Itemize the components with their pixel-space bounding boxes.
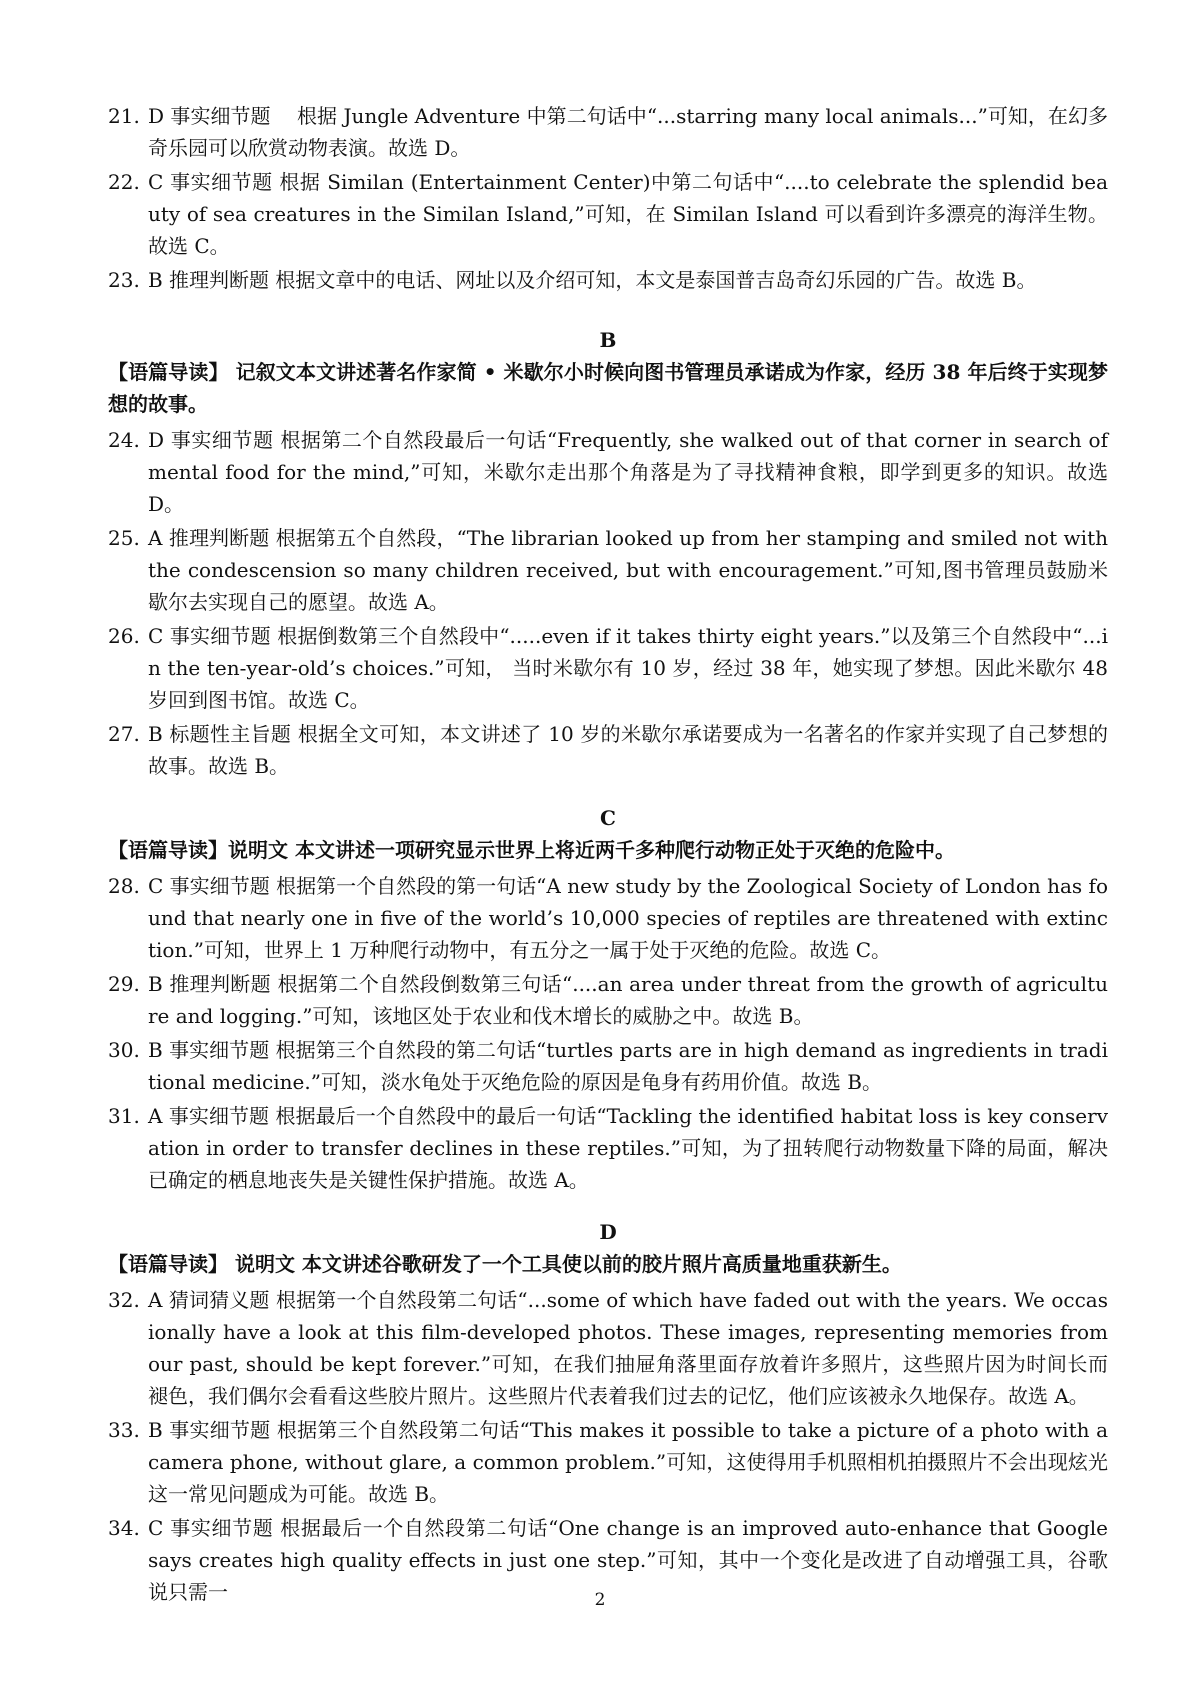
question-number: 30. <box>108 1038 140 1062</box>
answer-item <box>108 1034 1108 1098</box>
answer-item <box>108 100 1108 164</box>
passage-intro: 【语篇导读】说明文 本文讲述一项研究显示世界上将近两千多种爬行动物正处于灭绝的危险中。 <box>108 838 955 862</box>
question-number: 24. <box>108 428 140 452</box>
answer-text: C 事实细节题 根据第一个自然段的第一句话“A new study by the Zoological Society of London has found that nearly one in five of the world’s 10,000 species of reptiles are threatened with extinction.”可知，世界上 1 万种爬行动物中，有五分之一属于处于灭绝的危险。故选 C。 <box>148 874 1108 962</box>
answer-text: B 推理判断题 根据文章中的电话、网址以及介绍可知，本文是泰国普吉岛奇幻乐园的广告。故选 B。 <box>148 268 1037 292</box>
question-number: 33. <box>108 1418 140 1442</box>
question-number: 31. <box>108 1104 140 1128</box>
section-b-answers <box>108 424 1108 782</box>
answer-item <box>108 870 1108 966</box>
answer-text: A 猜词猜义题 根据第一个自然段第二句话“...some of which have faded out with the years. We occasionally have a look at this film-developed photos. These images, representing memories from our past, should be kept forever.”可知，在我们抽屉角落里面存放着许多照片，这些照片因为时间长而褪色，我们偶尔会看看这些胶片照片。这些照片代表着我们过去的记忆，他们应该被永久地保存。故选 A。 <box>148 1288 1108 1408</box>
question-number: 21. <box>108 104 140 128</box>
answer-text: A 推理判断题 根据第五个自然段，“The librarian looked up from her stamping and smiled not with the condescension so many children received, but with encouragement.”可知,图书管理员鼓励米歇尔去实现自己的愿望。故选 A。 <box>148 526 1108 614</box>
question-number: 28. <box>108 874 140 898</box>
answer-text: A 事实细节题 根据最后一个自然段中的最后一句话“Tackling the identified habitat loss is key conservation in order to transfer declines in these reptiles.”可知，为了扭转爬行动物数量下降的局面，解决已确定的栖息地丧失是关键性保护措施。故选 A。 <box>148 1104 1108 1192</box>
passage-intro: 【语篇导读】 说明文 本文讲述谷歌研发了一个工具使以前的胶片照片高质量地重获新生。 <box>108 1252 902 1276</box>
question-number: 25. <box>108 526 140 550</box>
answer-text: C 事实细节题 根据最后一个自然段第二句话“One change is an improved auto-enhance that Google says creates high quality effects in just one step.”可知，其中一个变化是改进了自动增强工具，谷歌说只需一 <box>148 1516 1108 1604</box>
question-number: 34. <box>108 1516 140 1540</box>
answer-text: D 事实细节题 根据 Jungle Adventure 中第二句话中“...starring many local animals...”可知，在幻多奇乐园可以欣赏动物表演。故选 D。 <box>148 104 1108 160</box>
answer-item <box>108 718 1108 782</box>
answer-item <box>108 522 1108 618</box>
question-number: 23. <box>108 268 140 292</box>
answer-item <box>108 1284 1108 1412</box>
answer-text: B 推理判断题 根据第二个自然段倒数第三句话“....an area under threat from the growth of agriculture and logging.”可知，该地区处于农业和伐木增长的威胁之中。故选 B。 <box>148 972 1108 1028</box>
answer-item <box>108 1414 1108 1510</box>
answer-item <box>108 968 1108 1032</box>
question-number: 29. <box>108 972 140 996</box>
question-number: 26. <box>108 624 140 648</box>
answer-item <box>108 1100 1108 1196</box>
question-number: 27. <box>108 722 140 746</box>
section-heading: B <box>599 328 617 352</box>
answer-item <box>108 166 1108 262</box>
answer-text: B 事实细节题 根据第三个自然段的第二句话“turtles parts are in high demand as ingredients in traditional medicine.”可知，淡水龟处于灭绝危险的原因是龟身有药用价值。故选 B。 <box>148 1038 1108 1094</box>
document-page <box>108 100 1108 1610</box>
section-a-answers <box>108 100 1108 296</box>
section-heading: D <box>599 1220 617 1244</box>
answer-text: C 事实细节题 根据倒数第三个自然段中“.....even if it takes thirty eight years.”以及第三个自然段中“...in the ten-year-old’s choices.”可知， 当时米歇尔有 10 岁，经过 38 年，她实现了梦想。因此米歇尔 48 岁回到图书馆。故选 C。 <box>148 624 1108 712</box>
answer-item <box>108 264 1108 296</box>
answer-item <box>108 620 1108 716</box>
passage-intro: 【语篇导读】 记叙文本文讲述著名作家简 • 米歇尔小时候向图书管理员承诺成为作家，经历 38 年后终于实现梦想的故事。 <box>108 360 1108 416</box>
question-number: 32. <box>108 1288 140 1312</box>
question-number: 22. <box>108 170 140 194</box>
answer-item <box>108 424 1108 520</box>
section-d-answers <box>108 1284 1108 1608</box>
answer-text: B 标题性主旨题 根据全文可知，本文讲述了 10 岁的米歇尔承诺要成为一名著名的作家并实现了自己梦想的故事。故选 B。 <box>148 722 1108 778</box>
section-heading: C <box>600 806 616 830</box>
answer-text: D 事实细节题 根据第二个自然段最后一句话“Frequently, she walked out of that corner in search of mental food for the mind,”可知，米歇尔走出那个角落是为了寻找精神食粮，即学到更多的知识。故选 D。 <box>148 428 1108 516</box>
answer-text: C 事实细节题 根据 Similan (Entertainment Center)中第二句话中“....to celebrate the splendid beauty of sea creatures in the Similan Island,”可知，在 Similan Island 可以看到许多漂亮的海洋生物。故选 C。 <box>148 170 1108 258</box>
section-c-answers <box>108 870 1108 1196</box>
page-number: 2 <box>594 1590 606 1610</box>
answer-text: B 事实细节题 根据第三个自然段第二句话“This makes it possible to take a picture of a photo with a camera phone, without glare, a common problem.”可知，这使得用手机照相机拍摄照片不会出现炫光这一常见问题成为可能。故选 B。 <box>148 1418 1108 1506</box>
